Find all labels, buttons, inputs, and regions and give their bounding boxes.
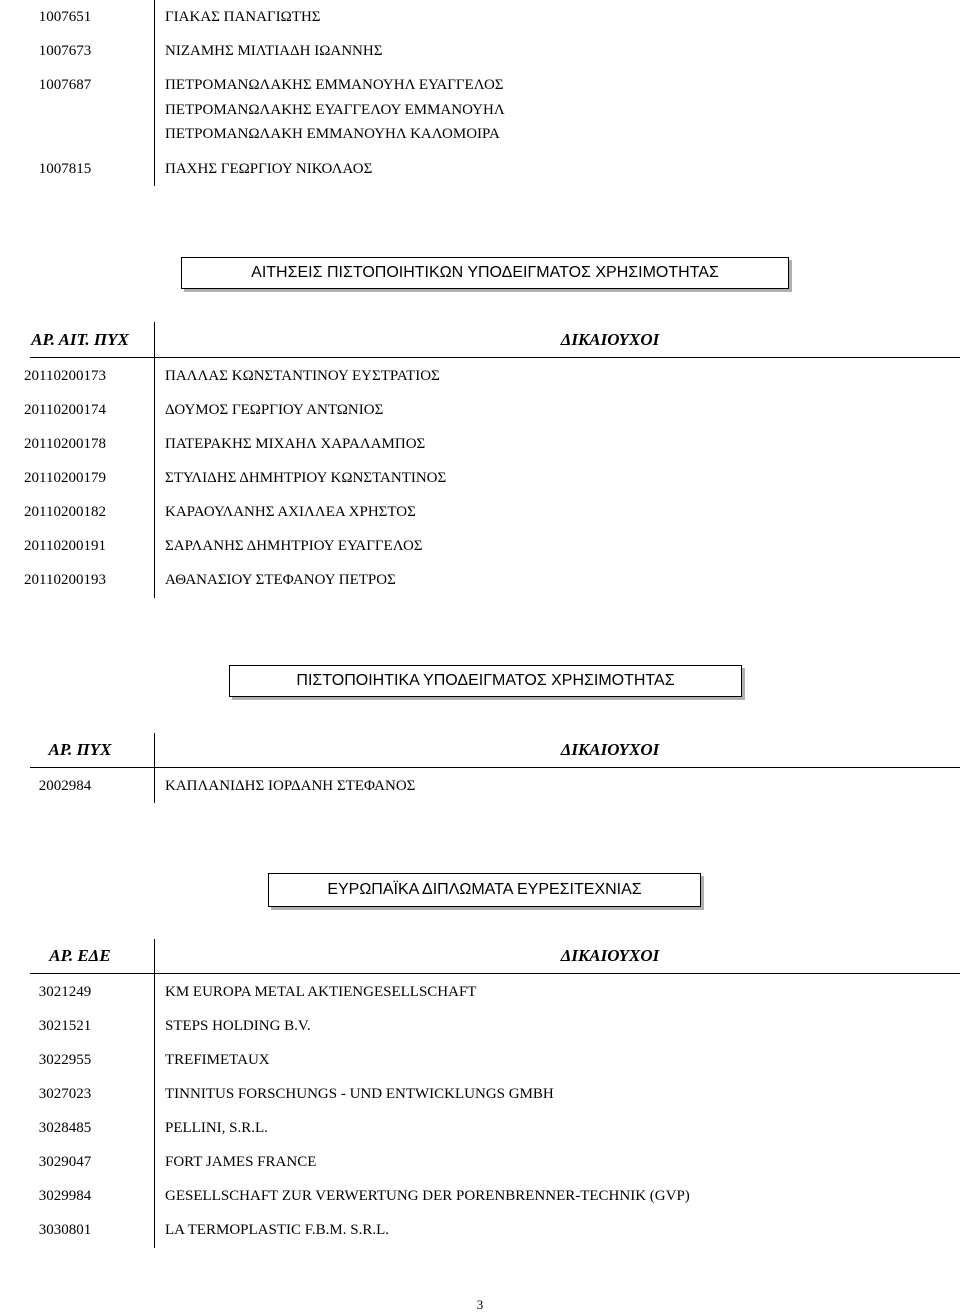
row-holder: ΔΟΥΜΟΣ ΓΕΩΡΓΙΟΥ ΑΝΤΩΝΙΟΣ [165,402,384,418]
row-number: 3029984 [38,1188,92,1204]
row-number: 1007687 [38,77,92,93]
row-holder: PELLINI, S.R.L. [165,1120,268,1136]
row-holder: ΠΕΤΡΟΜΑΝΩΛΑΚΗΣ ΕΜΜΑΝΟΥΗΛ ΕΥΑΓΓΕΛΟΣ [165,77,504,93]
row-holder: ΚΑΠΛΑΝΙΔΗΣ ΙΟΡΔΑΝΗ ΣΤΕΦΑΝΟΣ [165,778,416,794]
row-holder: ΠΑΧΗΣ ΓΕΩΡΓΙΟΥ ΝΙΚΟΛΑΟΣ [165,161,373,177]
row-holder: ΠΕΤΡΟΜΑΝΩΛΑΚΗ ΕΜΜΑΝΟΥΗΛ ΚΑΛΟΜΟΙΡΑ [165,126,500,142]
row-holder: ΠΑΤΕΡΑΚΗΣ ΜΙΧΑΗΛ ΧΑΡΑΛΑΜΠΟΣ [165,436,426,452]
column-divider [154,939,155,1248]
column-header-holders: ΔΙΚΑΙΟΥΧΟΙ [560,330,660,349]
column-header-number: ΑΡ. ΕΔΕ [49,946,111,965]
row-holder: LA TERMOPLASTIC F.B.M. S.R.L. [165,1222,389,1238]
column-header-holders: ΔΙΚΑΙΟΥΧΟΙ [560,740,660,759]
row-number: 20110200173 [24,368,106,384]
section-title-european: ΕΥΡΩΠΑΪΚΑ ΔΙΠΛΩΜΑΤΑ ΕΥΡΕΣΙΤΕΧΝΙΑΣ [268,873,701,907]
header-divider [30,973,960,974]
row-holder: ΓΙΑΚΑΣ ΠΑΝΑΓΙΩΤΗΣ [165,9,321,25]
row-holder: ΣΑΡΛΑΝΗΣ ΔΗΜΗΤΡΙΟΥ ΕΥΑΓΓΕΛΟΣ [165,538,423,554]
row-holder: ΝΙΖΑΜΗΣ ΜΙΛΤΙΑΔΗ ΙΩΑΝΝΗΣ [165,43,383,59]
section-title-certificates: ΠΙΣΤΟΠΟΙΗΤΙΚΑ ΥΠΟΔΕΙΓΜΑΤΟΣ ΧΡΗΣΙΜΟΤΗΤΑΣ [229,665,742,697]
row-number: 3030801 [38,1222,92,1238]
row-number: 20110200193 [24,572,106,588]
row-holder: KM EUROPA METAL AKTIENGESELLSCHAFT [165,984,477,1000]
row-holder: ΑΘΑΝΑΣΙΟΥ ΣΤΕΦΑΝΟΥ ΠΕΤΡΟΣ [165,572,396,588]
column-divider [154,322,155,598]
row-number: 3028485 [38,1120,92,1136]
column-header-holders: ΔΙΚΑΙΟΥΧΟΙ [560,946,660,965]
row-number: 2002984 [38,778,92,794]
row-holder: FORT JAMES FRANCE [165,1154,317,1170]
section-title-applications: ΑΙΤΗΣΕΙΣ ΠΙΣΤΟΠΟΙΗΤΙΚΩΝ ΥΠΟΔΕΙΓΜΑΤΟΣ ΧΡΗΣΙΜΟΤΗΤΑΣ [181,257,789,289]
row-number: 1007815 [38,161,92,177]
row-holder: TREFIMETAUX [165,1052,270,1068]
row-holder: ΠΑΛΛΑΣ ΚΩΝΣΤΑΝΤΙΝΟΥ ΕΥΣΤΡΑΤΙΟΣ [165,368,440,384]
row-number: 20110200174 [24,402,106,418]
row-holder: TINNITUS FORSCHUNGS - UND ENTWICKLUNGS GMBH [165,1086,554,1102]
row-holder: ΣΤΥΛΙΔΗΣ ΔΗΜΗΤΡΙΟΥ ΚΩΝΣΤΑΝΤΙΝΟΣ [165,470,447,486]
column-divider [154,733,155,803]
header-divider [30,767,960,768]
row-number: 3027023 [38,1086,92,1102]
row-number: 20110200182 [24,504,106,520]
page-number: 3 [476,1297,484,1312]
row-number: 3021521 [38,1018,92,1034]
column-header-number: ΑΡ. ΑΙΤ. ΠΥΧ [31,330,129,349]
header-divider [30,357,960,358]
row-number: 20110200178 [24,436,106,452]
row-number: 1007651 [38,9,92,25]
row-number: 3029047 [38,1154,92,1170]
row-holder: ΚΑΡΑΟΥΛΑΝΗΣ ΑΧΙΛΛΕΑ ΧΡΗΣΤΟΣ [165,504,416,520]
column-header-number: ΑΡ. ΠΥΧ [48,740,112,759]
row-number: 20110200191 [24,538,106,554]
row-number: 3021249 [38,984,92,1000]
row-number: 20110200179 [24,470,106,486]
row-holder: GESELLSCHAFT ZUR VERWERTUNG DER PORENBRENNER-TECHNIK (GVP) [165,1188,690,1204]
row-number: 1007673 [38,43,92,59]
row-number: 3022955 [38,1052,92,1068]
column-divider [154,0,155,186]
row-holder: ΠΕΤΡΟΜΑΝΩΛΑΚΗΣ ΕΥΑΓΓΕΛΟΥ ΕΜΜΑΝΟΥΗΛ [165,102,505,118]
row-holder: STEPS HOLDING B.V. [165,1018,311,1034]
